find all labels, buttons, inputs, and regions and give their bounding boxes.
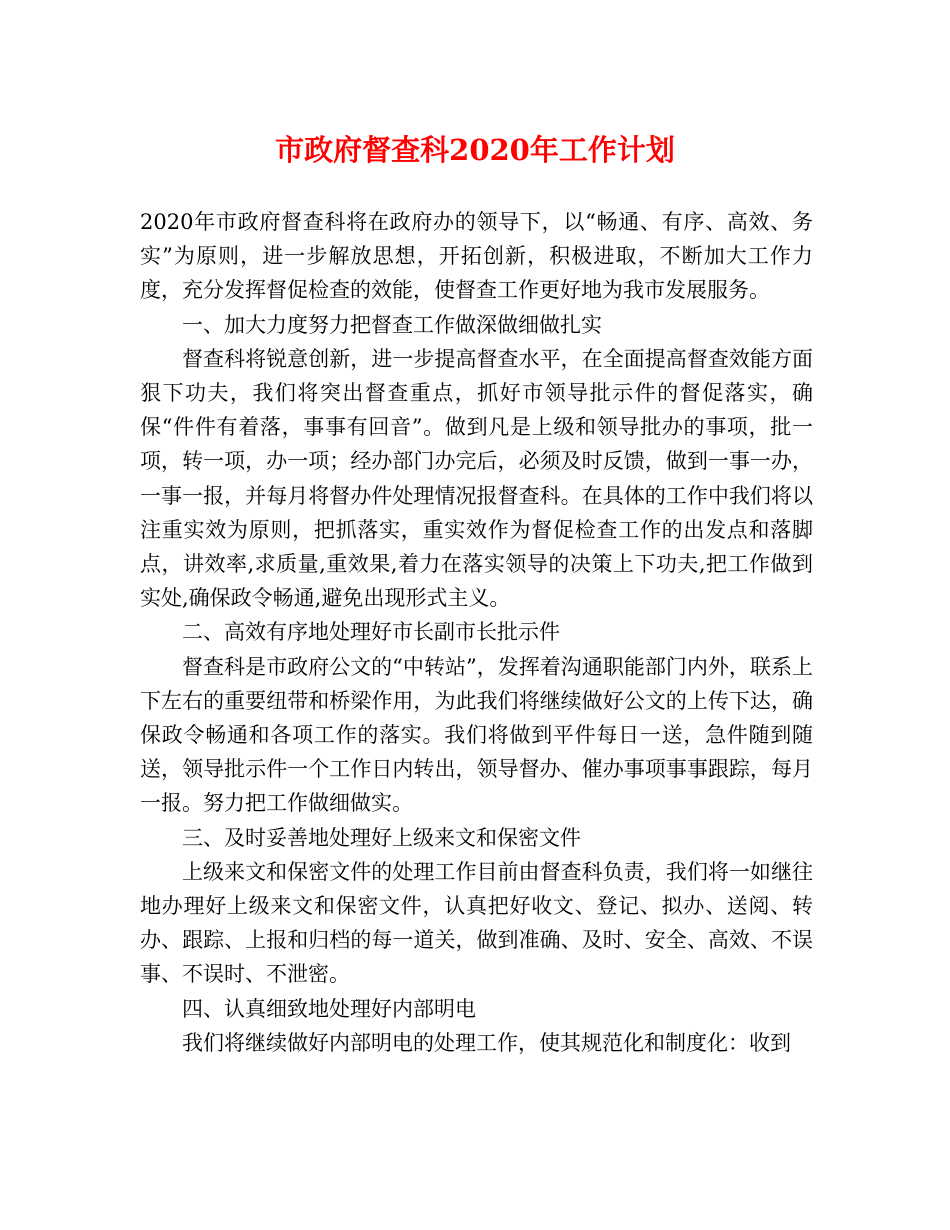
section-heading-4: 四、认真细致地处理好内部明电 (182, 996, 476, 1021)
section-paragraph-2: 督查科是市政府公文的“中转站”，发挥着沟通职能部门内外，联系上下左右的重要纽带和桥梁作用，为此我们将继续做好公文的上传下达，确保政令畅通和各项工作的落实。我们将做到平件每日一送，急件随到随送，领导批示件一个工作日内转出，领导督办、催办事项事事跟踪，每月一报。努力把工作做细做实。 (140, 654, 813, 816)
document-title: 市政府督查科2020年工作计划 (275, 133, 675, 167)
section-paragraph-3: 上级来文和保密文件的处理工作目前由督查科负责，我们将一如继往地办理好上级来文和保密文件，认真把好收文、登记、拟办、送阅、转办、跟踪、上报和归档的每一道关，做到准确、及时、安全、高效、不误事、不误时、不泄密。 (140, 859, 813, 987)
section-paragraph-4: 我们将继续做好内部明电的处理工作，使其规范化和制度化：收到 (182, 1030, 791, 1055)
section-heading-2: 二、高效有序地处理好市长副市长批示件 (182, 620, 560, 645)
section-heading-1: 一、加大力度努力把督查工作做深做细做扎实 (182, 312, 602, 337)
section-paragraph-1: 督查科将锐意创新，进一步提高督查水平，在全面提高督查效能方面狠下功夫，我们将突出督查重点，抓好市领导批示件的督促落实，确保“件件有着落，事事有回音”。做到凡是上级和领导批办的事项，批一项，转一项，办一项；经办部门办完后，必须及时反馈，做到一事一办，一事一报，并每月将督办件处理情况报督查科。在具体的工作中我们将以注重实效为原则，把抓落实，重实效作为督促检查工作的出发点和落脚点，讲效率,求质量,重效果,着力在落实领导的决策上下功夫,把工作做到实处,确保政令畅通,避免出现形式主义。 (140, 346, 813, 611)
section-heading-3: 三、及时妥善地处理好上级来文和保密文件 (182, 825, 581, 850)
document-body (140, 205, 813, 1060)
intro-paragraph: 2020年市政府督查科将在政府办的领导下，以“畅通、有序、高效、务实”为原则，进一步解放思想，开拓创新，积极进取，不断加大工作力度，充分发挥督促检查的效能，使督查工作更好地为我市发展服务。 (140, 210, 813, 303)
